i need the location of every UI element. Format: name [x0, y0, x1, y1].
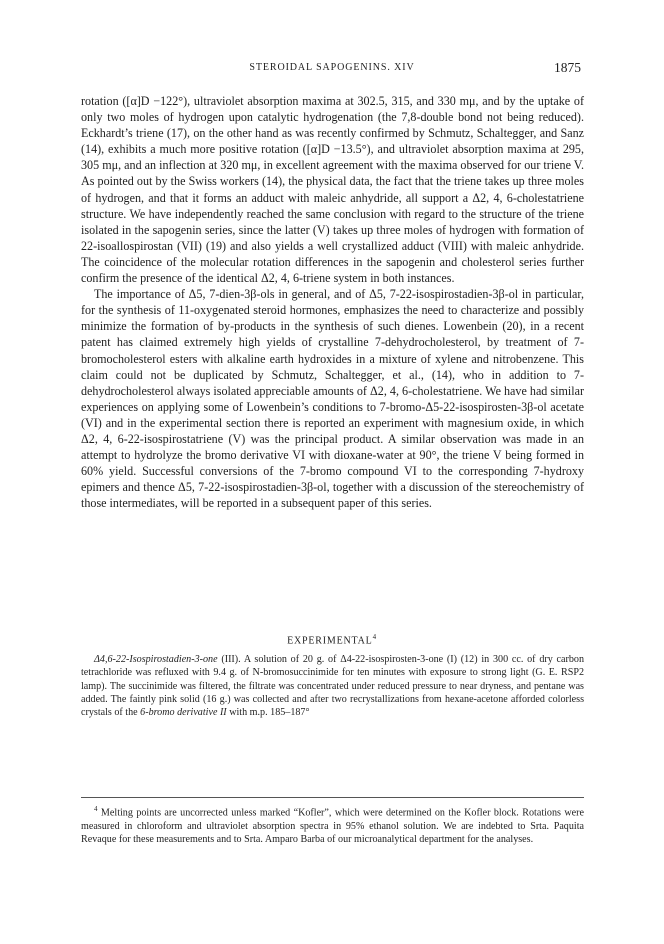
experimental-paragraph: [81, 653, 584, 719]
experimental-text: [81, 653, 584, 719]
body-paragraph-2: The importance of Δ5, 7-dien-3β-ols in general, and of Δ5, 7-22-isospirostadien-3β-ol in particular, for the synthesis of 11-oxygenated steroid hormones, emphasizes the need to characterize and possibly minimize the formation of by-products in the synthesis of such dienes. Lowenbein (20), in a recent patent has claimed extremely high yields of crystalline 7-dehydrocholesterol, by treatment of 7-bromocholesterol esters with alkaline earth hydroxides in a mixture of xylene and nitrobenzene. This claim could not be duplicated by Schmutz, Schaltegger, et al., (14), who in addition to 7-dehydrocholesterol always isolated appreciable amounts of Δ2, 4, 6-cholestatriene. We have had similar experiences on applying some of Lowenbein’s conditions to 7-bromo-Δ5-22-isospirosten-3β-ol acetate (VI) and in the experimental section there is reported an experiment with magnesium oxide, in which Δ2, 4, 6-22-isospirostatriene (V) was the principal product. A similar observation was made in an attempt to hydrolyze the bromo derivative VI with dioxane-water at 90°, the triene V being formed in 60% yield. Successful conversions of the 7-bromo compound VI to the corresponding 7-hydroxy epimers and thence Δ5, 7-22-isospirostadien-3β-ol, together with a discussion of the stereochemistry of those intermediates, will be reported in a subsequent paper of this series.: [81, 287, 584, 511]
footnote-mark: 4: [94, 805, 98, 813]
body-paragraph-1: rotation ([α]D −122°), ultraviolet absorption maxima at 302.5, 315, and 330 mμ, and by the uptake of only two moles of hydrogen upon catalytic hydrogenation (the 7,8-double bond not being reduced). Eckhardt’s triene (17), on the other hand as was recently confirmed by Schmutz, Schaltegger, and Sanz (14), exhibits a much more positive rotation ([α]D −13.5°), and ultraviolet absorption maxima at 295, 305 mμ, and an inflection at 320 mμ, in excellent agreement with the maxima observed for our triene V. As pointed out by the Swiss workers (14), the physical data, the fact that the triene takes up three moles of hydrogen, and that it forms an adduct with maleic anhydride, all support a Δ2, 4, 6-cholestatriene structure. We have independently reached the same conclusion with regard to the structure of the triene isolated in the sapogenin series, since the latter (V) takes up three moles of hydrogen with formation of 22-isoallospirostan (VII) (19) and also yields a well crystallized adduct (VIII) with maleic anhydride. The coincidence of the molecular rotation differences in the sapogenin and cholesterol series further confirm the presence of the identical Δ2, 4, 6-triene system in both instances.: [81, 94, 584, 286]
compound-name: Δ4,6-22-Isospirostadien-3-one: [94, 654, 218, 665]
section-heading-text: EXPERIMENTAL: [287, 635, 373, 647]
footnote-reference: 4: [372, 633, 377, 641]
page-number: 1875: [554, 60, 581, 75]
derivative-name: 6-bromo derivative II: [140, 707, 227, 719]
footnote-divider: [81, 797, 584, 798]
body-text: [81, 93, 584, 511]
section-heading-experimental: [0, 633, 664, 646]
page-header: [0, 62, 664, 82]
experimental-body-end: with m.p. 185–187°: [226, 707, 310, 719]
experimental-body: (III). A solution of 20 g. of Δ4-22-isospirosten-3-one (I) (12) in 300 cc. of dry carbon tetrachloride was refluxed with 9.4 g. of N-bromosuccinimide for ten minutes with exposure to strong light (G. E. RSP2 lamp). The succinimide was filtered, the filtrate was concentrated under reduced pressure to near dryness, and pentane was added. The faintly pink solid (16 g.) was collected and after two recrystallizations from hexane-acetone afforded colorless crystals of the: [81, 654, 584, 719]
footnote-text: Melting points are uncorrected unless marked “Kofler”, which were determined on the Kofler block. Rotations were measured in chloroform and ultraviolet absorption spectra in 95% ethanol solution. We are indebted to Srta. Paquita Revaque for these measurements and to Srta. Amparo Barba of our microanalytical department for the analyses.: [81, 807, 584, 845]
footnote-paragraph: [81, 803, 584, 846]
running-title: STEROIDAL SAPOGENINS. XIV: [249, 62, 415, 73]
footnote: [81, 803, 584, 846]
